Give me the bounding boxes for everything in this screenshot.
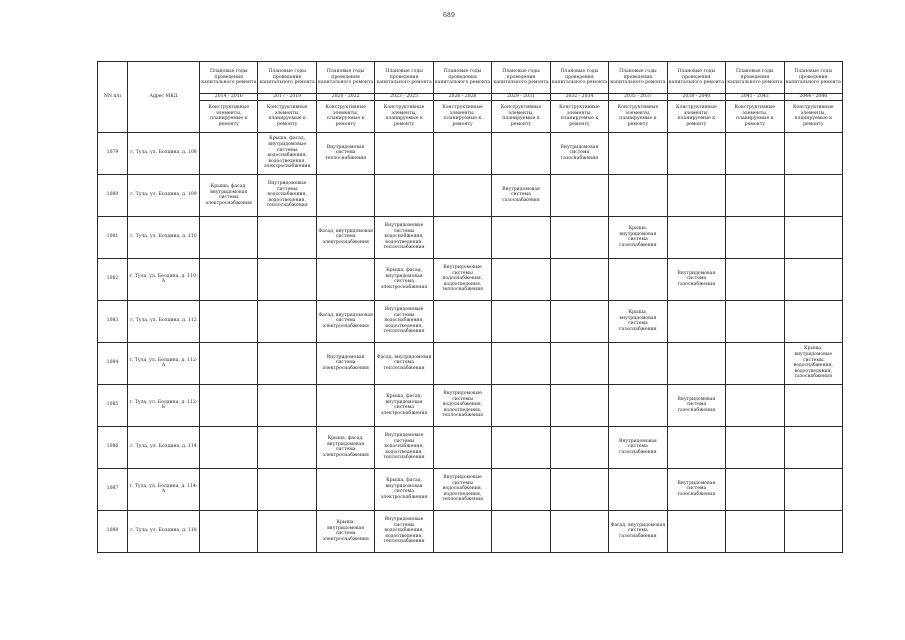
repair-elements-cell: [316, 174, 374, 216]
header-period-label: Плановые годы проведения капитального ремонта: [667, 62, 725, 94]
header-period-label: Плановые годы проведения капитального ремонта: [258, 62, 316, 94]
repair-elements-cell: [784, 258, 842, 300]
header-elements: Конструктивные элементы, планируемые к ремонту: [433, 100, 491, 132]
repair-elements-cell: [200, 216, 258, 258]
repair-elements-cell: [667, 300, 725, 342]
repair-elements-cell: [433, 132, 491, 174]
repair-elements-cell: Внутридомовая система газоснабжения: [609, 426, 667, 468]
repair-elements-cell: [200, 426, 258, 468]
header-row-elements: [98, 100, 843, 132]
repair-elements-cell: Крыша, фасад, внутридомовая система электроснабжения: [200, 174, 258, 216]
header-period-label: Плановые годы проведения капитального ремонта: [433, 62, 491, 94]
repair-elements-cell: [726, 426, 784, 468]
header-years: 2020 - 2022: [316, 94, 374, 101]
repair-elements-cell: [550, 510, 608, 552]
table-row: [98, 216, 843, 258]
repair-elements-cell: [258, 510, 316, 552]
repair-elements-cell: [784, 300, 842, 342]
repair-elements-cell: [726, 216, 784, 258]
page-number: 689: [443, 12, 456, 19]
repair-elements-cell: [258, 384, 316, 426]
header-elements: Конструктивные элементы, планируемые к ремонту: [200, 100, 258, 132]
table-row: [98, 384, 843, 426]
repair-elements-cell: [609, 468, 667, 510]
repair-elements-cell: Крыша, фасад, внутридомовая система электроснабжения: [375, 258, 433, 300]
repair-elements-cell: Внутридомовые системы водоснабжения, водоотведения, теплоснабжения: [375, 510, 433, 552]
header-years: 2038 - 2040: [667, 94, 725, 101]
repair-elements-cell: [492, 468, 550, 510]
repair-elements-cell: Внутридомовая система теплоснабжения: [316, 132, 374, 174]
row-number: 1079: [98, 132, 128, 174]
repair-elements-cell: Крыша, фасад, внутридомовые системы водоснабжения, водоотведения, электроснабжения: [258, 132, 316, 174]
repair-elements-cell: Фасад, внутридомовая система электроснабжения: [316, 300, 374, 342]
repair-elements-cell: [550, 300, 608, 342]
table-row: [98, 426, 843, 468]
header-years: 2032 - 2034: [550, 94, 608, 101]
row-number: 1085: [98, 384, 128, 426]
repair-elements-cell: [375, 174, 433, 216]
repair-elements-cell: Внутридомовая система газоснабжения: [667, 258, 725, 300]
table-row: [98, 342, 843, 384]
header-years: 2023 - 2025: [375, 94, 433, 101]
repair-elements-cell: [316, 258, 374, 300]
repair-elements-cell: [492, 510, 550, 552]
table-row: [98, 468, 843, 510]
repair-elements-cell: [667, 132, 725, 174]
repair-elements-cell: [609, 342, 667, 384]
header-period-label: Плановые годы проведения капитального ремонта: [726, 62, 784, 94]
header-period-label: Плановые годы проведения капитального ремонта: [784, 62, 842, 94]
repair-elements-cell: [784, 174, 842, 216]
repair-elements-cell: [200, 510, 258, 552]
repair-elements-cell: [726, 468, 784, 510]
header-elements: Конструктивные элементы, планируемые к ремонту: [492, 100, 550, 132]
repair-elements-cell: Внутридомовая система газоснабжения: [667, 468, 725, 510]
repair-elements-cell: [433, 510, 491, 552]
repair-elements-cell: [316, 384, 374, 426]
repair-elements-cell: [726, 342, 784, 384]
repair-elements-cell: Внутридомовая система газоснабжения: [667, 384, 725, 426]
repair-elements-cell: Крыша, фасад, внутридомовая система электроснабжения: [316, 426, 374, 468]
repair-elements-cell: Внутридомовые системы водоснабжения, водоотведения, теплоснабжения: [433, 258, 491, 300]
repair-elements-cell: [492, 342, 550, 384]
repair-elements-cell: Крыша, внутридомовые системы водоснабжения, водоотведения, газоснабжения: [784, 342, 842, 384]
header-years: 2044 - 2046: [784, 94, 842, 101]
repair-elements-cell: [200, 384, 258, 426]
repair-elements-cell: [258, 300, 316, 342]
header-elements: Конструктивные элементы, планируемые к ремонту: [609, 100, 667, 132]
repair-elements-cell: Внутридомовая система газоснабжения: [550, 132, 608, 174]
header-elements: Конструктивные элементы, планируемые к ремонту: [667, 100, 725, 132]
header-elements: Конструктивные элементы, планируемые к ремонту: [726, 100, 784, 132]
table-row: [98, 510, 843, 552]
repair-elements-cell: [200, 342, 258, 384]
repair-elements-cell: [726, 384, 784, 426]
row-number: 1080: [98, 174, 128, 216]
row-number: 1084: [98, 342, 128, 384]
repair-elements-cell: [492, 426, 550, 468]
repair-elements-cell: [258, 216, 316, 258]
row-number: 1081: [98, 216, 128, 258]
repair-elements-cell: Внутридомовые системы водоснабжения, водоотведения, теплоснабжения: [433, 384, 491, 426]
repair-elements-cell: [784, 216, 842, 258]
repair-elements-cell: [609, 174, 667, 216]
repair-elements-cell: Внутридомовая система электроснабжения: [316, 342, 374, 384]
row-address: г. Тула, ул. Болдина, д. 108: [128, 132, 200, 174]
repair-elements-cell: Фасад, внутридомовая система теплоснабжения: [375, 342, 433, 384]
repair-elements-cell: Внутридомовые системы водоснабжения, водоотведения, теплоснабжения: [258, 174, 316, 216]
repair-elements-cell: Крыша, фасад, внутридомовая система электроснабжения: [375, 384, 433, 426]
repair-elements-cell: [609, 258, 667, 300]
row-address: г. Тула, ул. Болдина, д. 114-А: [128, 468, 200, 510]
repair-elements-cell: [726, 510, 784, 552]
repair-elements-cell: [667, 216, 725, 258]
repair-elements-cell: [784, 468, 842, 510]
table-body: [98, 132, 843, 552]
repair-elements-cell: [492, 132, 550, 174]
header-years: 2035 - 2037: [609, 94, 667, 101]
row-address: г. Тула, ул. Болдина, д. 110-А: [128, 258, 200, 300]
repair-elements-cell: [316, 468, 374, 510]
header-row-years: [98, 94, 843, 101]
repair-elements-cell: [667, 174, 725, 216]
header-period-label: Плановые годы проведения капитального ремонта: [375, 62, 433, 94]
capital-repair-schedule-table: [97, 61, 843, 553]
repair-elements-cell: [784, 510, 842, 552]
row-number: 1088: [98, 510, 128, 552]
repair-elements-cell: [550, 384, 608, 426]
repair-elements-cell: [667, 510, 725, 552]
header-years: 2026 - 2028: [433, 94, 491, 101]
repair-elements-cell: [609, 132, 667, 174]
header-elements: Конструктивные элементы, планируемые к ремонту: [375, 100, 433, 132]
table-row: [98, 132, 843, 174]
repair-elements-cell: [550, 216, 608, 258]
row-address: г. Тула, ул. Болдина, д. 118: [128, 510, 200, 552]
repair-elements-cell: Внутридомовые системы водоснабжения, водоотведения, теплоснабжения: [375, 300, 433, 342]
row-address: г. Тула, ул. Болдина, д. 110: [128, 216, 200, 258]
repair-elements-cell: [433, 216, 491, 258]
repair-elements-cell: [550, 426, 608, 468]
repair-elements-cell: [550, 174, 608, 216]
repair-elements-cell: Внутридомовая система газоснабжения: [492, 174, 550, 216]
repair-elements-cell: [433, 342, 491, 384]
row-address: г. Тула, ул. Болдина, д. 112-А: [128, 342, 200, 384]
repair-elements-cell: [258, 258, 316, 300]
repair-elements-cell: [667, 426, 725, 468]
row-number: 1087: [98, 468, 128, 510]
repair-elements-cell: Фасад, внутридомовая система газоснабжения: [609, 510, 667, 552]
header-period-label: Плановые годы проведения капитального ремонта: [316, 62, 374, 94]
header-period-label: Плановые годы проведения капитального ремонта: [200, 62, 258, 94]
repair-elements-cell: [492, 216, 550, 258]
repair-elements-cell: [726, 174, 784, 216]
repair-elements-cell: [433, 300, 491, 342]
repair-elements-cell: [784, 132, 842, 174]
repair-elements-cell: [200, 132, 258, 174]
row-address: г. Тула, ул. Болдина, д. 112: [128, 300, 200, 342]
repair-elements-cell: Крыша, внутридомовая система электроснабжения: [316, 510, 374, 552]
repair-elements-cell: [550, 342, 608, 384]
header-row-periods: [98, 62, 843, 94]
repair-elements-cell: Фасад, внутридомовая система электроснабжения: [316, 216, 374, 258]
repair-elements-cell: [784, 384, 842, 426]
row-address: г. Тула, ул. Болдина, д. 109: [128, 174, 200, 216]
header-elements: Конструктивные элементы, планируемые к ремонту: [550, 100, 608, 132]
repair-elements-cell: [200, 300, 258, 342]
repair-elements-cell: [726, 258, 784, 300]
repair-elements-cell: [492, 384, 550, 426]
header-elements: Конструктивные элементы, планируемые к ремонту: [316, 100, 374, 132]
repair-elements-cell: [492, 300, 550, 342]
header-elements: Конструктивные элементы, планируемые к ремонту: [258, 100, 316, 132]
header-period-label: Плановые годы проведения капитального ремонта: [609, 62, 667, 94]
repair-elements-cell: Внутридомовые системы водоснабжения, водоотведения, теплоснабжения: [433, 468, 491, 510]
row-number: 1086: [98, 426, 128, 468]
repair-elements-cell: [550, 258, 608, 300]
header-years: 2029 - 2031: [492, 94, 550, 101]
repair-elements-cell: [200, 468, 258, 510]
repair-elements-cell: Крыша, внутридомовая система газоснабжения: [609, 300, 667, 342]
header-num: NN п/п: [98, 62, 128, 133]
row-address: г. Тула, ул. Болдина, д. 114: [128, 426, 200, 468]
header-years: 2041 - 2043: [726, 94, 784, 101]
repair-elements-cell: [258, 468, 316, 510]
header-period-label: Плановые годы проведения капитального ремонта: [550, 62, 608, 94]
row-address: г. Тула, ул. Болдина, д. 112-Б: [128, 384, 200, 426]
table-row: [98, 174, 843, 216]
header-years: 2014 - 2016: [200, 94, 258, 101]
repair-elements-cell: Крыша, внутридомовая система газоснабжения: [609, 216, 667, 258]
table-row: [98, 258, 843, 300]
repair-elements-cell: [667, 342, 725, 384]
row-number: 1082: [98, 258, 128, 300]
header-elements: Конструктивные элементы, планируемые к ремонту: [784, 100, 842, 132]
repair-elements-cell: [433, 426, 491, 468]
repair-elements-cell: [258, 426, 316, 468]
repair-elements-cell: [200, 258, 258, 300]
repair-elements-cell: [726, 300, 784, 342]
header-years: 2017 - 2019: [258, 94, 316, 101]
repair-elements-cell: Крыша, фасад, внутридомовая система электроснабжения: [375, 468, 433, 510]
repair-elements-cell: [609, 384, 667, 426]
repair-elements-cell: Внутридомовые системы водоснабжения, водоотведения, теплоснабжения: [375, 216, 433, 258]
table-row: [98, 300, 843, 342]
header-address: Адрес МКД: [128, 62, 200, 133]
repair-elements-cell: [492, 258, 550, 300]
header-period-label: Плановые годы проведения капитального ремонта: [492, 62, 550, 94]
repair-elements-cell: [726, 132, 784, 174]
repair-elements-cell: [784, 426, 842, 468]
row-number: 1083: [98, 300, 128, 342]
repair-elements-cell: Внутридомовые системы водоснабжения, водоотведения, теплоснабжения: [375, 426, 433, 468]
repair-elements-cell: [375, 132, 433, 174]
repair-elements-cell: [258, 342, 316, 384]
repair-elements-cell: [550, 468, 608, 510]
repair-elements-cell: [433, 174, 491, 216]
